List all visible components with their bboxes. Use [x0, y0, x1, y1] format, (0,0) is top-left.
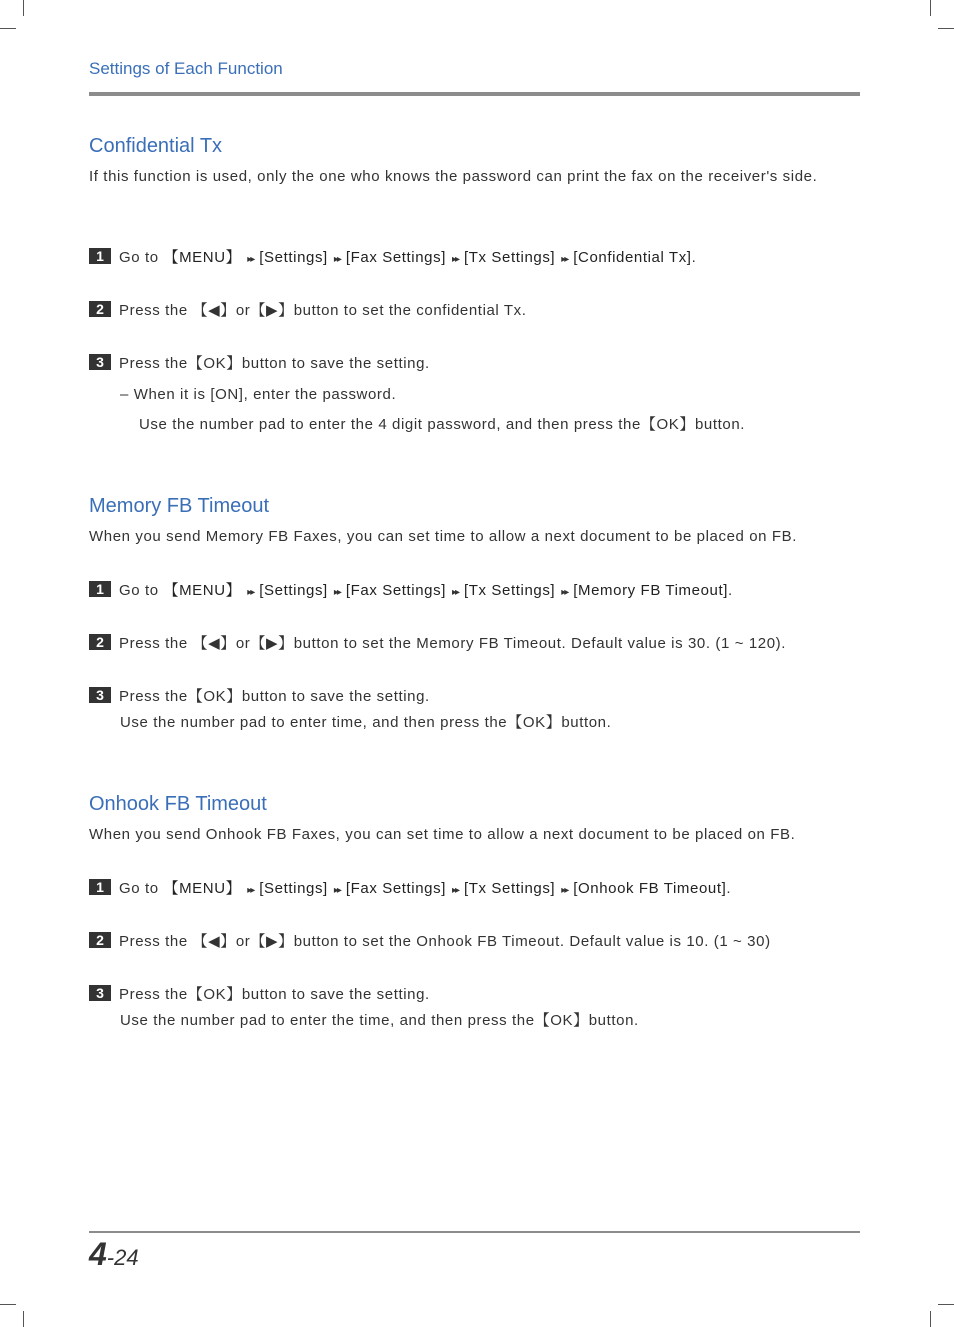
step-text: Press the 【◀】or【▶】button to set the Onhook FB Timeout. Default value is 10. (1 ~ 30)	[119, 932, 771, 950]
crop-mark	[938, 28, 954, 29]
section-title-memory-fb-timeout: Memory FB Timeout	[89, 495, 270, 517]
crop-mark	[23, 0, 24, 16]
menu-path-settings: [Settings]	[259, 581, 328, 599]
step-text: Press the【OK】button to save the setting.	[119, 687, 430, 705]
section-title-onhook-fb-timeout: Onhook FB Timeout	[89, 793, 267, 815]
page-number	[89, 1236, 139, 1273]
step-1	[89, 877, 731, 897]
arrow-separator-icon: ▸▸	[247, 253, 254, 265]
step-number-badge: 1	[89, 879, 111, 895]
step-number-badge: 2	[89, 301, 111, 317]
section-intro: If this function is used, only the one who knows the password can print the fax on the receiver's side.	[89, 168, 818, 185]
step-3	[89, 352, 430, 372]
step-text: Press the【OK】button to save the setting.	[119, 985, 430, 1003]
step-number-badge: 2	[89, 932, 111, 948]
menu-path-fax-settings: [Fax Settings]	[345, 581, 446, 599]
step-number-badge: 3	[89, 985, 111, 1001]
step-text: Press the【OK】button to save the setting.	[119, 354, 430, 372]
menu-path-fax-settings: [Fax Settings]	[345, 879, 446, 897]
arrow-separator-icon: ▸▸	[561, 586, 568, 598]
step-note: Use the number pad to enter time, and then press the【OK】button.	[120, 714, 612, 731]
page-suffix: -24	[106, 1245, 139, 1270]
step-1	[89, 579, 733, 599]
menu-path-tx-settings: [Tx Settings]	[464, 581, 556, 599]
step-1	[89, 246, 696, 266]
crop-mark	[23, 1311, 24, 1327]
step-number-badge: 2	[89, 634, 111, 650]
step-3	[89, 685, 430, 705]
arrow-separator-icon: ▸▸	[333, 884, 340, 896]
menu-key: 【MENU】	[163, 581, 242, 599]
arrow-separator-icon: ▸▸	[333, 253, 340, 265]
menu-path-target: [Memory FB Timeout]	[573, 581, 729, 599]
step-note: Use the number pad to enter the 4 digit password, and then press the【OK】button.	[139, 416, 746, 433]
section-title-confidential-tx: Confidential Tx	[89, 135, 223, 157]
step-text: Press the 【◀】or【▶】button to set the Memory FB Timeout. Default value is 30. (1 ~ 120).	[119, 634, 787, 652]
step-number-badge: 1	[89, 581, 111, 597]
step-3	[89, 983, 430, 1003]
menu-key: 【MENU】	[163, 879, 242, 897]
menu-path-settings: [Settings]	[259, 879, 328, 897]
step-end: .	[726, 879, 732, 897]
step-2	[89, 299, 527, 319]
crop-mark	[0, 1304, 16, 1305]
step-note: Use the number pad to enter the time, and then press the【OK】button.	[120, 1012, 639, 1029]
step-text: Press the 【◀】or【▶】button to set the confidential Tx.	[119, 301, 527, 319]
step-text	[119, 246, 696, 267]
step-number-badge: 3	[89, 687, 111, 703]
menu-key: 【MENU】	[163, 248, 242, 266]
step-number-badge: 1	[89, 248, 111, 264]
step-end: .	[728, 581, 733, 599]
crop-mark	[930, 0, 931, 16]
crop-mark	[938, 1304, 954, 1305]
section-intro: When you send Memory FB Faxes, you can set time to allow a next document to be placed on FB.	[89, 528, 798, 545]
menu-path-tx-settings: [Tx Settings]	[464, 248, 556, 266]
header-title: Settings of Each Function	[89, 59, 283, 78]
step-2	[89, 632, 786, 652]
footer-divider	[89, 1231, 860, 1233]
menu-path-target: [Confidential Tx]	[573, 248, 692, 266]
arrow-separator-icon: ▸▸	[247, 884, 254, 896]
step-end: .	[691, 248, 697, 266]
chapter-number: 4	[89, 1236, 107, 1272]
crop-mark	[930, 1311, 931, 1327]
arrow-separator-icon: ▸▸	[561, 884, 568, 896]
step-prefix: Go to	[119, 581, 159, 599]
header-divider	[89, 92, 860, 96]
step-number-badge: 3	[89, 354, 111, 370]
crop-mark	[0, 28, 16, 29]
arrow-separator-icon: ▸▸	[451, 253, 459, 265]
step-2	[89, 930, 771, 950]
arrow-separator-icon: ▸▸	[451, 586, 459, 598]
arrow-separator-icon: ▸▸	[561, 253, 568, 265]
step-prefix: Go to	[119, 879, 159, 897]
step-text	[119, 579, 733, 600]
step-prefix: Go to	[119, 248, 159, 266]
arrow-separator-icon: ▸▸	[451, 884, 459, 896]
section-intro: When you send Onhook FB Faxes, you can set time to allow a next document to be placed on FB.	[89, 826, 796, 843]
arrow-separator-icon: ▸▸	[247, 586, 254, 598]
menu-path-fax-settings: [Fax Settings]	[345, 248, 446, 266]
step-text	[119, 877, 731, 898]
arrow-separator-icon: ▸▸	[333, 586, 340, 598]
menu-path-settings: [Settings]	[259, 248, 328, 266]
step-note: – When it is [ON], enter the password.	[120, 386, 397, 403]
menu-path-target: [Onhook FB Timeout]	[573, 879, 727, 897]
menu-path-tx-settings: [Tx Settings]	[464, 879, 556, 897]
